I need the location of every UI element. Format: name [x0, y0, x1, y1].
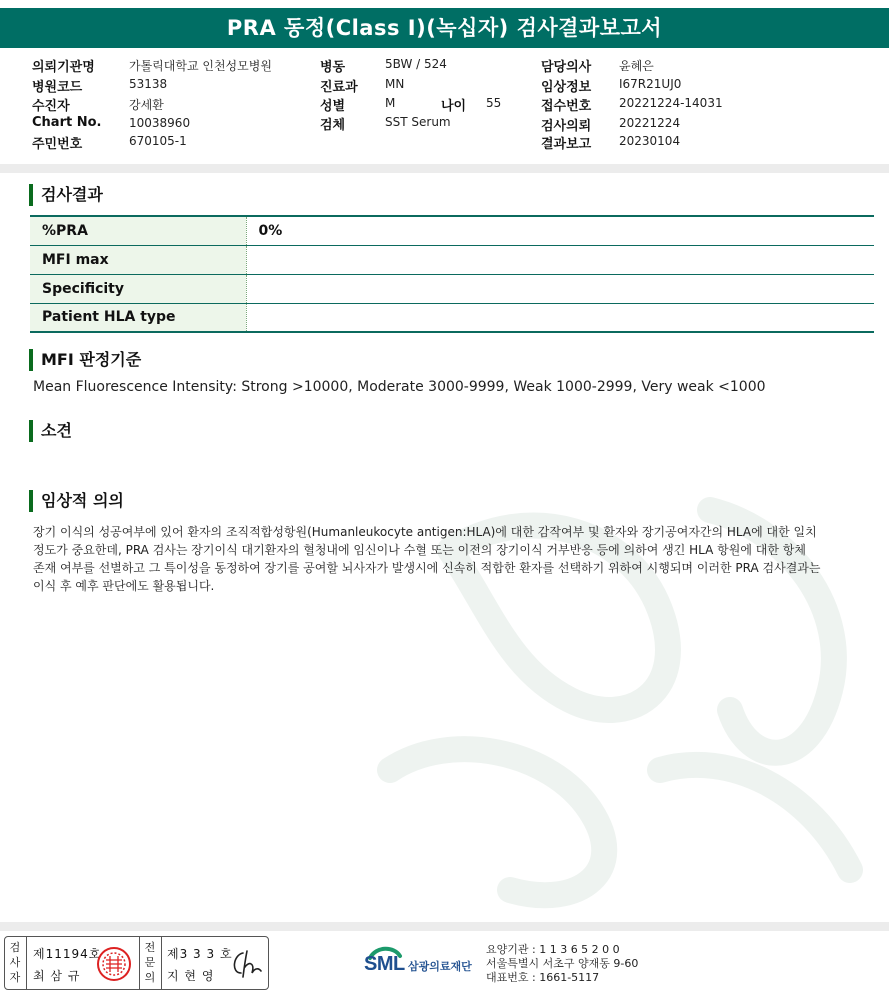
clinical-line: 장기 이식의 성공여부에 있어 환자의 조직적합성항원(Humanleukocyte antigen:HLA)에 대한 감작여부 및 환자와 장기공여자간의 HLA에 대한 일치 — [33, 525, 817, 539]
divider-band — [0, 164, 889, 173]
sex-label: 성별 — [320, 99, 346, 114]
ward-label: 병동 — [320, 60, 346, 75]
company-code: 요양기관 : 1 1 3 6 5 2 0 0 — [486, 943, 620, 956]
clinical-info-label: 임상정보 — [541, 80, 592, 95]
result-label: Specificity — [30, 274, 246, 303]
report-label: 결과보고 — [541, 137, 592, 152]
age-value: 55 — [486, 96, 502, 110]
logo-subtext: 삼광의료재단 — [408, 960, 472, 973]
chart-label: Chart No. — [32, 115, 102, 130]
examinee-value: 강세환 — [129, 98, 164, 112]
table-row — [30, 245, 874, 274]
request-value: 20221224 — [619, 116, 681, 130]
specialist-name: 지 현 영 — [167, 969, 215, 983]
results-table — [30, 215, 874, 333]
examinee-label: 수진자 — [32, 99, 70, 114]
examiner-number: 제11194호 — [33, 947, 102, 961]
footer-band — [0, 922, 889, 931]
divider — [161, 937, 162, 989]
dept-value: MN — [385, 77, 405, 91]
result-label: %PRA — [30, 216, 246, 245]
result-value: 0% — [246, 216, 874, 245]
specialist-signature-icon — [227, 947, 265, 981]
results-section-title: 검사결과 — [29, 184, 103, 206]
result-value — [246, 274, 874, 303]
ward-value: 5BW / 524 — [385, 57, 447, 71]
company-address: 서울특별시 서초구 양재동 9-60 — [486, 957, 639, 970]
company-phone: 대표번호 : 1661-5117 — [486, 971, 600, 984]
receipt-value: 20221224-14031 — [619, 96, 723, 110]
specimen-label: 검체 — [320, 118, 346, 133]
result-value — [246, 303, 874, 332]
result-label: Patient HLA type — [30, 303, 246, 332]
logo-text: SML — [364, 953, 405, 975]
clinical-section-title: 임상적 의의 — [29, 490, 124, 512]
request-label: 검사의뢰 — [541, 119, 592, 134]
result-label: MFI max — [30, 245, 246, 274]
company-logo — [364, 944, 484, 988]
age-label: 나이 — [441, 99, 467, 114]
dept-label: 진료과 — [320, 80, 358, 95]
clinical-line: 정도가 중요한데, PRA 검사는 장기이식 대기환자의 혈청내에 임신이나 수혈 또는 이전의 장기이식 거부반응 등에 의하여 생긴 HLA 항원에 대한 항체 — [33, 543, 806, 557]
clinical-line: 존재 여부를 선별하고 그 특이성을 동정하여 장기를 공여할 뇌사자가 발생시에 신속히 적합한 환자를 선택하기 위하여 시행되며 이러한 PRA 검사결과는 — [33, 561, 821, 575]
hospital-label: 의뢰기관명 — [32, 60, 95, 75]
hospcode-label: 병원코드 — [32, 80, 83, 95]
rrn-value: 670105-1 — [129, 134, 187, 148]
examiner-label: 검사자 — [9, 941, 21, 984]
clinical-info-value: I67R21UJ0 — [619, 77, 682, 91]
report-value: 20230104 — [619, 134, 681, 148]
signature-box — [4, 936, 269, 990]
mfi-criteria-text: Mean Fluorescence Intensity: Strong >10000, Moderate 3000-9999, Weak 1000-2999, Very weak <1000 — [33, 379, 766, 395]
examiner-seal-icon — [95, 945, 133, 983]
table-row — [30, 303, 874, 332]
report-title: PRA 동정(Class I)(녹십자) 검사결과보고서 — [0, 8, 889, 48]
clinical-significance-text — [33, 523, 873, 595]
rrn-label: 주민번호 — [32, 137, 83, 152]
examiner-name: 최 삼 규 — [33, 969, 81, 983]
specimen-value: SST Serum — [385, 115, 451, 129]
table-row — [30, 274, 874, 303]
divider — [26, 937, 27, 989]
patient-info — [0, 52, 889, 164]
mfi-section-title: MFI 판정기준 — [29, 349, 141, 371]
table-row — [30, 216, 874, 245]
clinical-line: 이식 후 예후 판단에도 활용됩니다. — [33, 579, 215, 593]
divider — [139, 937, 140, 989]
opinion-section-title: 소견 — [29, 420, 72, 442]
result-value — [246, 245, 874, 274]
hospcode-value: 53138 — [129, 77, 168, 91]
receipt-label: 접수번호 — [541, 99, 592, 114]
specialist-label: 전문의 — [144, 941, 156, 984]
doctor-label: 담당의사 — [541, 60, 592, 75]
specialist-number: 제3 3 3 호 — [167, 947, 233, 961]
sex-value: M — [385, 96, 396, 110]
company-info — [486, 943, 638, 985]
doctor-value: 윤혜은 — [619, 59, 654, 73]
chart-value: 10038960 — [129, 116, 191, 130]
hospital-value: 가톨릭대학교 인천성모병원 — [129, 59, 272, 73]
